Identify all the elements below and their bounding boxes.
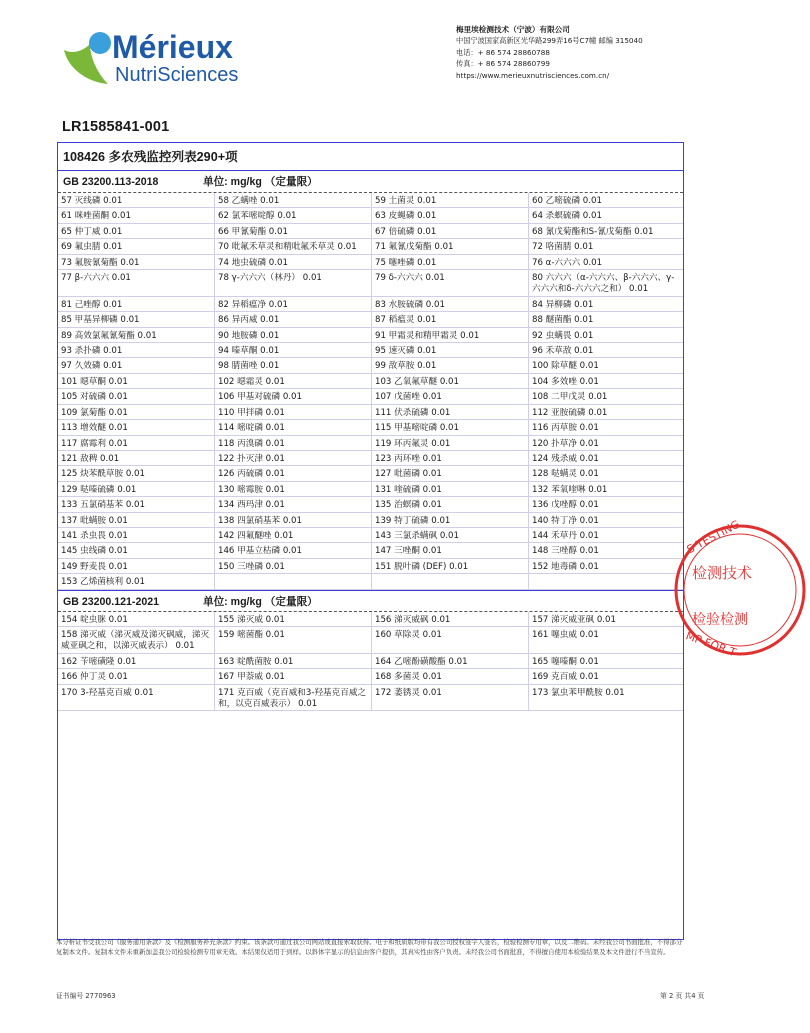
logo-blue-dot <box>89 32 111 54</box>
analyte-cell: 65 仲丁威 0.01 <box>58 224 215 239</box>
logo-nutrisciences-text: NutriSciences <box>115 64 239 86</box>
stamp-text-line1: 检测技术 <box>692 564 753 582</box>
analyte-cell: 122 扑灭津 0.01 <box>215 451 372 466</box>
analyte-cell: 108 二甲戊灵 0.01 <box>529 389 683 404</box>
standard-code: GB 23200.121-2021 <box>63 595 160 608</box>
analyte-cell: 159 嘧菌酯 0.01 <box>215 627 372 654</box>
analyte-cell: 163 啶酰菌胺 0.01 <box>215 654 372 669</box>
analyte-cell: 109 氯菊酯 0.01 <box>58 405 215 420</box>
analyte-cell: 57 灭线磷 0.01 <box>58 193 215 208</box>
analyte-cell: 60 乙嘧硫磷 0.01 <box>529 193 683 208</box>
analyte-cell: 119 环丙氟灵 0.01 <box>372 436 529 451</box>
analyte-cell: 151 脱叶磷 (DEF) 0.01 <box>372 559 529 574</box>
analyte-cell: 105 对硫磷 0.01 <box>58 389 215 404</box>
unit-label: 单位: mg/kg （定量限） <box>203 595 318 608</box>
analyte-cell: 93 杀扑磷 0.01 <box>58 343 215 358</box>
analyte-cell: 172 萎锈灵 0.01 <box>372 685 529 712</box>
analyte-cell: 82 异稻瘟净 0.01 <box>215 297 372 312</box>
analyte-cell: 86 异丙威 0.01 <box>215 312 372 327</box>
analyte-cell: 117 腐霉利 0.01 <box>58 436 215 451</box>
analyte-cell: 83 水胺硫磷 0.01 <box>372 297 529 312</box>
analyte-cell: 69 氟虫腈 0.01 <box>58 239 215 254</box>
analyte-cell: 70 吡氟禾草灵和精吡氟禾草灵 0.01 <box>215 239 372 254</box>
analyte-grid <box>58 193 683 590</box>
analyte-cell: 98 腈菌唑 0.01 <box>215 358 372 373</box>
analyte-cell: 107 戊菌唑 0.01 <box>372 389 529 404</box>
stamp-text-bottom: MP FOR T <box>683 629 738 660</box>
analyte-cell: 167 甲萘威 0.01 <box>215 669 372 684</box>
company-name: 梅里埃检测技术（宁波）有限公司 <box>456 25 570 34</box>
analyte-cell: 162 苄嘧磺隆 0.01 <box>58 654 215 669</box>
analyte-cell: 153 乙烯菌核利 0.01 <box>58 574 215 589</box>
analyte-cell: 76 α-六六六 0.01 <box>529 255 683 270</box>
analyte-cell: 131 喹硫磷 0.01 <box>372 482 529 497</box>
analyte-cell: 121 敌稗 0.01 <box>58 451 215 466</box>
analyte-cell: 95 速灭磷 0.01 <box>372 343 529 358</box>
analyte-cell: 59 土菌灵 0.01 <box>372 193 529 208</box>
analyte-cell: 120 扑草净 0.01 <box>529 436 683 451</box>
merieux-logo <box>60 24 250 94</box>
unit-label: 单位: mg/kg （定量限） <box>203 176 318 188</box>
analyte-cell: 92 虫螨畏 0.01 <box>529 328 683 343</box>
section-header <box>58 171 683 193</box>
analyte-cell: 138 四氯硝基苯 0.01 <box>215 513 372 528</box>
analyte-cell: 133 五氯硝基苯 0.01 <box>58 497 215 512</box>
analyte-cell: 168 多菌灵 0.01 <box>372 669 529 684</box>
analyte-cell: 126 丙硫磷 0.01 <box>215 466 372 481</box>
analyte-cell: 90 地胺磷 0.01 <box>215 328 372 343</box>
analyte-cell: 101 噁草酮 0.01 <box>58 374 215 389</box>
analyte-cell: 169 克百威 0.01 <box>529 669 683 684</box>
analyte-cell: 165 噻嗪酮 0.01 <box>529 654 683 669</box>
analyte-cell: 64 杀螟硫磷 0.01 <box>529 208 683 223</box>
analyte-cell: 88 醚菌酯 0.01 <box>529 312 683 327</box>
analyte-cell: 66 甲氰菊酯 0.01 <box>215 224 372 239</box>
analyte-cell: 146 甲基立枯磷 0.01 <box>215 543 372 558</box>
analyte-cell: 155 涕灭威 0.01 <box>215 612 372 627</box>
analyte-cell: 62 氯苯嘧啶醇 0.01 <box>215 208 372 223</box>
analyte-cell: 137 吡螨胺 0.01 <box>58 513 215 528</box>
analyte-cell: 84 异柳磷 0.01 <box>529 297 683 312</box>
analyte-cell: 99 敌草胺 0.01 <box>372 358 529 373</box>
analyte-cell: 97 久效磷 0.01 <box>58 358 215 373</box>
analyte-cell: 128 哒螨灵 0.01 <box>529 466 683 481</box>
analyte-cell: 63 皮蝇磷 0.01 <box>372 208 529 223</box>
analyte-cell: 89 高效氯氟氰菊酯 0.01 <box>58 328 215 343</box>
analyte-cell: 118 丙溴磷 0.01 <box>215 436 372 451</box>
analyte-cell: 136 戊唑醇 0.01 <box>529 497 683 512</box>
analyte-cell: 78 γ-六六六（林丹） 0.01 <box>215 270 372 297</box>
analyte-cell: 103 乙氧氟草醚 0.01 <box>372 374 529 389</box>
analyte-cell: 71 氟氰戊菊酯 0.01 <box>372 239 529 254</box>
analyte-cell: 74 地虫硫磷 0.01 <box>215 255 372 270</box>
analyte-cell: 150 三唑磷 0.01 <box>215 559 372 574</box>
certificate-number: 证书编号 2770963 <box>56 992 116 1000</box>
logo-merieux-text: Mérieux <box>112 29 233 65</box>
analyte-cell <box>372 574 529 589</box>
analyte-cell: 68 氰戊菊酯和S-氰戊菊酯 0.01 <box>529 224 683 239</box>
results-box <box>57 142 684 940</box>
analyte-cell: 141 杀虫畏 0.01 <box>58 528 215 543</box>
analyte-cell: 129 哒嗪硫磷 0.01 <box>58 482 215 497</box>
analyte-cell: 113 增效醚 0.01 <box>58 420 215 435</box>
analyte-cell: 145 虫线磷 0.01 <box>58 543 215 558</box>
stamp-text-top: S TESTING <box>684 517 742 557</box>
stamp-text-line2: 检验检测 <box>692 612 748 628</box>
analyte-cell: 134 西玛津 0.01 <box>215 497 372 512</box>
analyte-cell: 170 3-羟基克百威 0.01 <box>58 685 215 712</box>
analyte-cell: 112 亚胺硫磷 0.01 <box>529 405 683 420</box>
analyte-cell: 79 δ-六六六 0.01 <box>372 270 529 297</box>
analyte-cell: 85 甲基异柳磷 0.01 <box>58 312 215 327</box>
official-stamp <box>670 517 810 660</box>
analyte-cell: 106 甲基对硫磷 0.01 <box>215 389 372 404</box>
analyte-cell: 81 己唑醇 0.01 <box>58 297 215 312</box>
analyte-cell: 154 啶虫脒 0.01 <box>58 612 215 627</box>
analyte-grid <box>58 612 683 712</box>
company-info <box>456 24 726 81</box>
analyte-cell: 94 嗪草酮 0.01 <box>215 343 372 358</box>
company-phone: 电话：+ 86 574 28860788 <box>456 47 550 57</box>
box-title: 108426 多农残监控列表290+项 <box>58 143 683 171</box>
analyte-cell: 111 伏杀硫磷 0.01 <box>372 405 529 420</box>
analyte-cell: 102 噁霜灵 0.01 <box>215 374 372 389</box>
company-address: 中国宁波国家高新区光华路299弄16号C7幢 邮编 315040 <box>456 36 643 46</box>
analyte-cell: 147 三唑酮 0.01 <box>372 543 529 558</box>
analyte-cell: 110 甲拌磷 0.01 <box>215 405 372 420</box>
analyte-cell: 100 除草醚 0.01 <box>529 358 683 373</box>
analyte-cell: 77 β-六六六 0.01 <box>58 270 215 297</box>
analyte-cell: 96 禾草敌 0.01 <box>529 343 683 358</box>
analyte-cell <box>529 574 683 589</box>
analyte-cell: 125 炔苯酰草胺 0.01 <box>58 466 215 481</box>
standard-code: GB 23200.113-2018 <box>63 176 159 188</box>
analyte-cell: 164 乙嘧酚磺酸酯 0.01 <box>372 654 529 669</box>
analyte-cell: 160 草除灵 0.01 <box>372 627 529 654</box>
analyte-cell: 116 丙草胺 0.01 <box>529 420 683 435</box>
analyte-cell: 166 仲丁灵 0.01 <box>58 669 215 684</box>
analyte-cell: 114 嘧啶磷 0.01 <box>215 420 372 435</box>
analyte-cell: 135 治螟磷 0.01 <box>372 497 529 512</box>
company-website[interactable]: https://www.merieuxnutrisciences.com.cn/ <box>456 70 610 80</box>
analyte-cell: 91 甲霜灵和精甲霜灵 0.01 <box>372 328 529 343</box>
analyte-cell: 142 四氟醚唑 0.01 <box>215 528 372 543</box>
analyte-cell: 171 克百威（克百威和3-羟基克百威之和，以克百威表示） 0.01 <box>215 685 372 712</box>
analyte-cell: 73 氟胺氰菊酯 0.01 <box>58 255 215 270</box>
analyte-cell: 156 涕灭威砜 0.01 <box>372 612 529 627</box>
analyte-cell: 130 嘧霉胺 0.01 <box>215 482 372 497</box>
terms-footnote: 本分析证书受我公司《服务通用条款》及《检测服务补充条款》约束。该条款可通过我公司网站或直接索取获得。电子和纸质版均带有我公司授权签字人签名，检验检测专用章，以及二维码。未经我公司书面批准，不得部分复制本文件。复制本文件未重新加盖我公司检验检测专用章无效。本结果仅适用于到样。以斜体字显示的信息由客户提供，其真实性由客户负责。未经我公司书面批准，不得擅自使用本检验结果及本文件进行不当宣传。 <box>56 938 683 956</box>
analyte-cell: 152 地毒磷 0.01 <box>529 559 683 574</box>
analyte-cell: 61 咪唑菌酮 0.01 <box>58 208 215 223</box>
analyte-cell: 139 特丁硫磷 0.01 <box>372 513 529 528</box>
analyte-cell: 115 甲基嘧啶磷 0.01 <box>372 420 529 435</box>
analyte-cell: 132 苯氧喹啉 0.01 <box>529 482 683 497</box>
analyte-cell: 140 特丁净 0.01 <box>529 513 683 528</box>
analyte-cell: 161 噻虫威 0.01 <box>529 627 683 654</box>
page-number: 第 2 页 共4 页 <box>660 992 705 1000</box>
analyte-cell: 72 咯菌腈 0.01 <box>529 239 683 254</box>
analyte-cell: 67 倍硫磷 0.01 <box>372 224 529 239</box>
analyte-cell: 157 涕灭威亚砜 0.01 <box>529 612 683 627</box>
analyte-cell: 144 禾草丹 0.01 <box>529 528 683 543</box>
analyte-cell: 148 三唑醇 0.01 <box>529 543 683 558</box>
analyte-cell: 149 野麦畏 0.01 <box>58 559 215 574</box>
section-header <box>58 590 683 612</box>
analyte-cell: 104 多效唑 0.01 <box>529 374 683 389</box>
report-number: LR1585841-001 <box>62 119 170 135</box>
analyte-cell: 87 稻瘟灵 0.01 <box>372 312 529 327</box>
analyte-cell: 124 残杀威 0.01 <box>529 451 683 466</box>
analyte-cell <box>215 574 372 589</box>
analyte-cell: 123 丙环唑 0.01 <box>372 451 529 466</box>
analyte-cell: 173 氯虫苯甲酰胺 0.01 <box>529 685 683 712</box>
analyte-cell: 80 六六六（α-六六六、β-六六六、γ-六六六和δ-六六六之和） 0.01 <box>529 270 683 297</box>
analyte-cell: 127 吡菌磷 0.01 <box>372 466 529 481</box>
analyte-cell: 143 三氯杀螨砜 0.01 <box>372 528 529 543</box>
analyte-cell: 75 噻唑磷 0.01 <box>372 255 529 270</box>
company-fax: 传真：+ 86 574 28860799 <box>456 59 550 69</box>
analyte-cell: 58 乙螨唑 0.01 <box>215 193 372 208</box>
analyte-cell: 158 涕灭威（涕灭威及涕灭砜威，涕灭威亚砜之和，以涕灭威表示） 0.01 <box>58 627 215 654</box>
